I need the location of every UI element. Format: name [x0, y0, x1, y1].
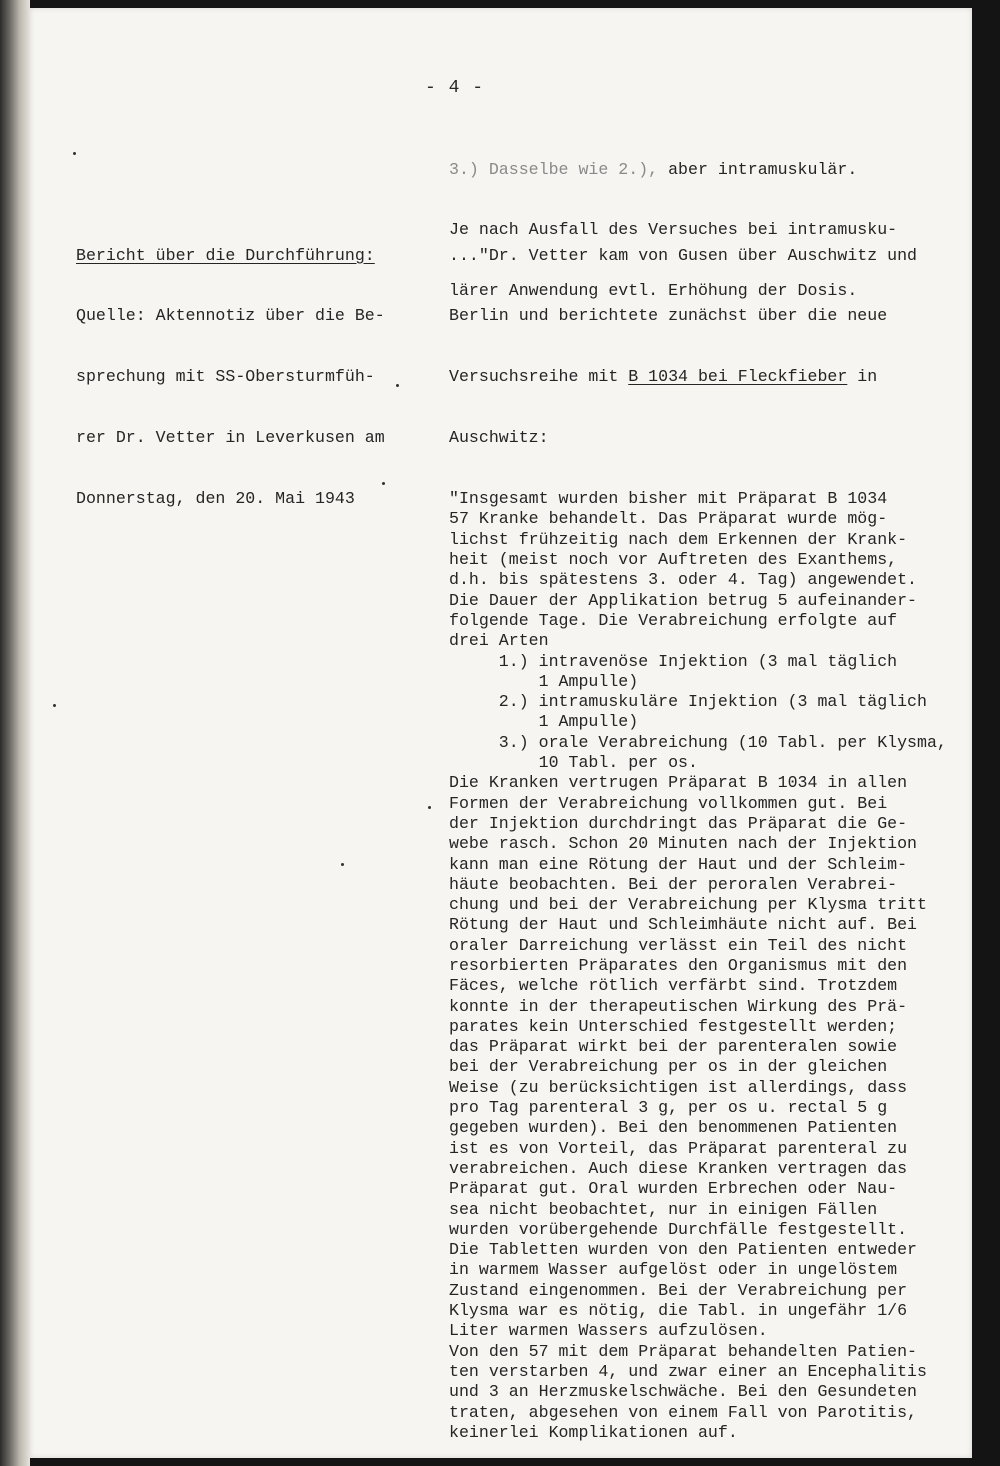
report-line: parates kein Unterschied festgestellt werden;: [449, 1016, 898, 1036]
report-line: Fäces, welche rötlich verfärbt sind. Trotzdem: [449, 976, 898, 996]
report-line: 57 Kranke behandelt. Das Präparat wurde mög-: [449, 509, 888, 529]
report-line: konnte in der therapeutischen Wirkung des Prä-: [449, 996, 908, 1016]
report-line: traten, abgesehen von einem Fall von Parotitis,: [449, 1402, 918, 1422]
document-page: [30, 8, 972, 1458]
sidebar-line: Donnerstag, den 20. Mai 1943: [76, 489, 355, 509]
report-text: Versuchsreihe mit: [449, 367, 629, 387]
report-line: häute beobachten. Bei der peroralen Verabrei-: [449, 874, 898, 894]
sidebar-note: [76, 205, 385, 550]
report-line: wurden vorübergehende Durchfälle festgestellt.: [449, 1219, 908, 1239]
report-line: Von den 57 mit dem Präparat behandelten Patien-: [449, 1341, 918, 1361]
report-line: webe rasch. Schon 20 Minuten nach der Injektion: [449, 834, 918, 854]
sidebar-line: Quelle: Aktennotiz über die Be-: [76, 306, 385, 326]
report-line: das Präparat wirkt bei der parenteralen sowie: [449, 1037, 898, 1057]
report-line: lichst frühzeitig nach dem Erkennen der Krank-: [449, 529, 908, 549]
sidebar-heading: Bericht über die Durchführung:: [76, 245, 375, 265]
report-line: Berlin und berichtete zunächst über die neue: [449, 306, 888, 326]
report-line: Liter warmen Wassers aufzulösen.: [449, 1321, 768, 1341]
report-line: drei Arten: [449, 631, 549, 651]
underlined-phrase: B 1034 bei Fleckfieber: [628, 367, 848, 387]
top-block-first-line-rest: aber intramuskulär.: [658, 159, 858, 179]
report-line: Präparat gut. Oral wurden Erbrechen oder Nau-: [449, 1179, 898, 1199]
report-line: oraler Darreichung verlässt ein Teil des nicht: [449, 935, 908, 955]
report-line: resorbierten Präparates den Organismus mit den: [449, 955, 908, 975]
report-line: keinerlei Komplikationen auf.: [449, 1422, 738, 1442]
report-line: pro Tag parenteral 3 g, per os u. rectal 5 g: [449, 1098, 888, 1118]
page-number: - 4 -: [425, 78, 485, 98]
speck: [73, 152, 76, 155]
report-line: 3.) orale Verabreichung (10 Tabl. per Klysma,: [449, 732, 947, 752]
report-line: und 3 an Herzmuskelschwäche. Bei den Gesundeten: [449, 1382, 918, 1402]
report-line: 1 Ampulle): [449, 671, 639, 691]
top-block-first-line: [449, 160, 897, 180]
top-block-line: lärer Anwendung evtl. Erhöhung der Dosis.: [449, 281, 858, 301]
report-line: 1 Ampulle): [449, 712, 639, 732]
speck: [382, 482, 385, 485]
report-line: heit (meist noch vor Auftreten des Exanthems,: [449, 550, 898, 570]
report-line: Zustand eingenommen. Bei der Verabreichung per: [449, 1280, 908, 1300]
report-line: Die Kranken vertrugen Präparat B 1034 in allen: [449, 773, 908, 793]
report-line: Weise (zu berücksichtigen ist allerdings, dass: [449, 1077, 908, 1097]
speck: [53, 704, 56, 707]
report-line: ten verstarben 4, und zwar einer an Encephalitis: [449, 1361, 927, 1381]
faded-text: 3.) Dasselbe wie 2.),: [449, 159, 659, 179]
speck: [341, 863, 344, 866]
speck: [396, 384, 399, 387]
report-line: kann man eine Rötung der Haut und der Schleim-: [449, 854, 908, 874]
report-line-underlined: [449, 367, 947, 387]
page-binding-edge: [0, 0, 30, 1466]
report-line: sea nicht beobachtet, nur in einigen Fällen: [449, 1199, 878, 1219]
top-block-line: Je nach Ausfall des Versuches bei intramusku-: [449, 220, 898, 240]
report-line: Die Dauer der Applikation betrug 5 aufeinander-: [449, 590, 918, 610]
report-line: ist es von Vorteil, das Präparat parenteral zu: [449, 1138, 908, 1158]
speck: [428, 806, 431, 809]
report-text: in: [847, 367, 878, 387]
report-line: 1.) intravenöse Injektion (3 mal täglich: [449, 651, 898, 671]
report-line: "Insgesamt wurden bisher mit Präparat B 1034: [449, 489, 888, 509]
report-line: in warmem Wasser aufgelöst oder in ungelöstem: [449, 1260, 898, 1280]
report-line: Klysma war es nötig, die Tabl. in ungefähr 1/6: [449, 1301, 908, 1321]
report-line: folgende Tage. Die Verabreichung erfolgte auf: [449, 610, 898, 630]
report-line: chung und bei der Verabreichung per Klysma tritt: [449, 895, 927, 915]
report-line: Rötung der Haut und Schleimhäute nicht auf. Bei: [449, 915, 918, 935]
report-line: Formen der Verabreichung vollkommen gut. Bei: [449, 793, 888, 813]
sidebar-line: sprechung mit SS-Obersturmfüh-: [76, 367, 375, 387]
report-line: der Injektion durchdringt das Präparat die Ge-: [449, 813, 908, 833]
report-line: bei der Verabreichung per os in der gleichen: [449, 1057, 888, 1077]
report-line: Die Tabletten wurden von den Patienten entweder: [449, 1240, 918, 1260]
sidebar-line: rer Dr. Vetter in Leverkusen am: [76, 428, 385, 448]
report-line: verabreichen. Auch diese Kranken vertragen das: [449, 1158, 908, 1178]
report-line: 2.) intramuskuläre Injektion (3 mal täglich: [449, 692, 927, 712]
report-line: gegeben wurden). Bei den benommenen Patienten: [449, 1118, 898, 1138]
report-line: Auschwitz:: [449, 428, 549, 448]
report-body: [449, 205, 947, 1443]
report-line: d.h. bis spätestens 3. oder 4. Tag) angewendet.: [449, 570, 918, 590]
report-line: ..."Dr. Vetter kam von Gusen über Auschwitz und: [449, 245, 918, 265]
report-line: 10 Tabl. per os.: [449, 753, 698, 773]
